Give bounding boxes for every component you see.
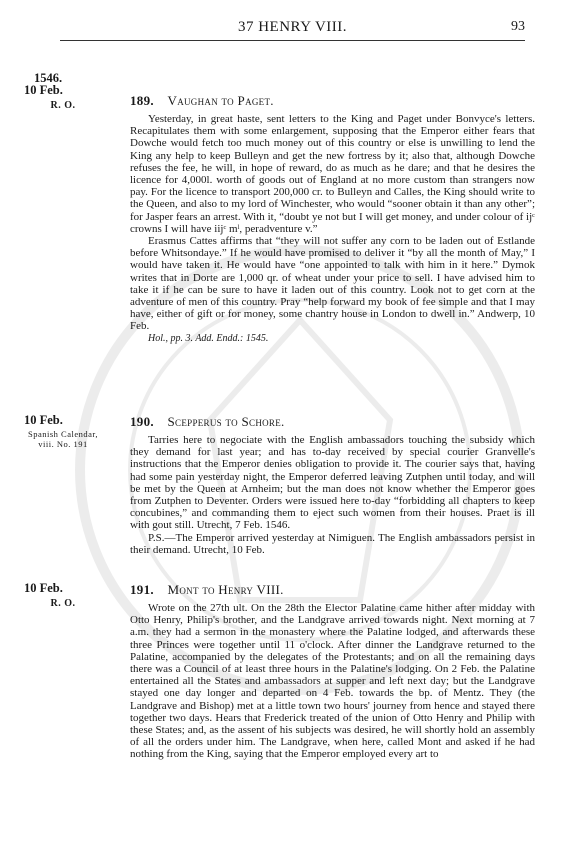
entry-date: 10 Feb. [24, 581, 63, 595]
entry-year: 1546. [34, 71, 63, 85]
entry-190-margin [24, 414, 102, 449]
header-title: 37 HENRY VIII. [237, 19, 348, 35]
entry-source: R. O. [50, 598, 76, 609]
entry-title: Vaughan to Paget. [167, 93, 274, 108]
entry-190-heading [130, 414, 285, 430]
entry-footer: Hol., pp. 3. Add. Endd.: 1545. [148, 332, 269, 344]
entry-189-body [130, 113, 535, 345]
entry-number: 189. [130, 93, 154, 108]
entry-paragraph: P.S.—The Emperor arrived yesterday at Nimiguen. The English ambassadors persist in their demand. Utrecht, 10 Feb. [130, 531, 535, 556]
entry-number: 191. [130, 582, 154, 597]
entry-paragraph: Wrote on the 27th ult. On the 28th the Elector Palatine came hither after midday with Otto Henry, Philip's brother, and the Landgrave arrived towards night. Next morning at 7 a.m. they had a sermon in the monastery where the Palatine lodged, and afterwards these three Princes were together until 11 o'clock. After dinner the Landgrave returned to the Palatine, accompanied by the delegates of the Protestants; and on all the remaining days there was a Council of at least three hours in the Palatine's lodging. On 2 Feb. the Palatine entertained all the States and ambassadors at supper and left next day; but the Landgrave stayed one day longer and departed on 4 Feb. towards the bp. of Mentz. They (the Landgrave and Bishop) met at a little town two hours' journey from hence and stayed there together two days. Hears that Frederick treated of the union of Otto Henry and Philip with these States; and, as the assent of his subjects was desired, he will shortly hold an assembly of all the orders under him. The Landgrave, when here, called Mont and asked if he had nothing from the King, saying that the Emperor employed every art to [130, 602, 535, 761]
entry-190-body [130, 434, 535, 556]
entry-191-margin [24, 582, 102, 610]
entry-paragraph: Yesterday, in great haste, sent letters to the King and Paget under Bonvyce's letters. Recapitulates them with some enlargement, supposing that the Emperor either fears that Dowche would fetch too much money out of this country or else is unwilling to lend the King any help to keep Bulleyn and get the new fortress by it; also that, although Dowche refuses the fee, he will, in hope of reward, do as much as he dare; and that he desires the licence for 4,000l. worth of goods out of England at no more custom than strangers now pay. For the licence to transport 200,000 cr. to Bulleyn and Calles, the King should write to the Queen, and also to my lord of Winchester, who would “sooner obtain it than any other”; for Jasper fears an arrest. With it, “doubt ye not but I will get money, and under colour of ijᶜ crowns I will have iijᶜ mˡ, peradventure v.” [130, 113, 535, 235]
entry-date: 10 Feb. [24, 83, 63, 97]
entry-paragraph: Tarries here to negociate with the English ambassadors touching the subsidy which they demand for last year; and has to-day received by special courier Granvelle's instructions that the Emperor denies obligation to provide it. The courier says that, having had some pain yesterday night, the Emperor deferred leaving Zutphen until today, and will be met by the Queen at Arnheim; but the man does not know whether the Emperor goes from Zutphen to Deventer. Orders were issued here to-day “forbidding all chapters to keep concubines,” and commanding them to eject such women from their houses. Praet is ill with gout still. Utrecht, 7 Feb. 1546. [130, 434, 535, 532]
entry-title: Scepperus to Schore. [167, 414, 285, 429]
entry-191-heading [130, 582, 284, 598]
entry-title: Mont to Henry VIII. [167, 582, 284, 597]
entry-189-margin [24, 72, 102, 112]
entry-paragraph: Erasmus Cattes affirms that “they will not suffer any corn to be laden out of Estlande before Whitsondaye.” If he would have promised to deliver it “by all the month of May,” I would have taken it. He would have “one appointed to talk with him in it here.” Dymok writes that in Dorte are 1,000 qr. of wheat under your price to sell. I have advised him to take it if he can be sure to have it laden out of this country. Look not to get corn at the adventure of men of this country. Pray “help forward my book of fee simple and that I may have, either of gift or for money, some chantry house in London to dwell in.” Andwerp, 10 Feb. [130, 235, 535, 333]
entry-source: Spanish Calendar, viii. No. 191 [27, 429, 98, 449]
entry-date: 10 Feb. [24, 413, 63, 427]
entry-191-body [130, 602, 535, 761]
page-number: 93 [511, 19, 525, 34]
running-header [60, 18, 525, 41]
entry-number: 190. [130, 414, 154, 429]
entry-189-heading [130, 93, 274, 109]
entry-source: R. O. [50, 100, 76, 111]
